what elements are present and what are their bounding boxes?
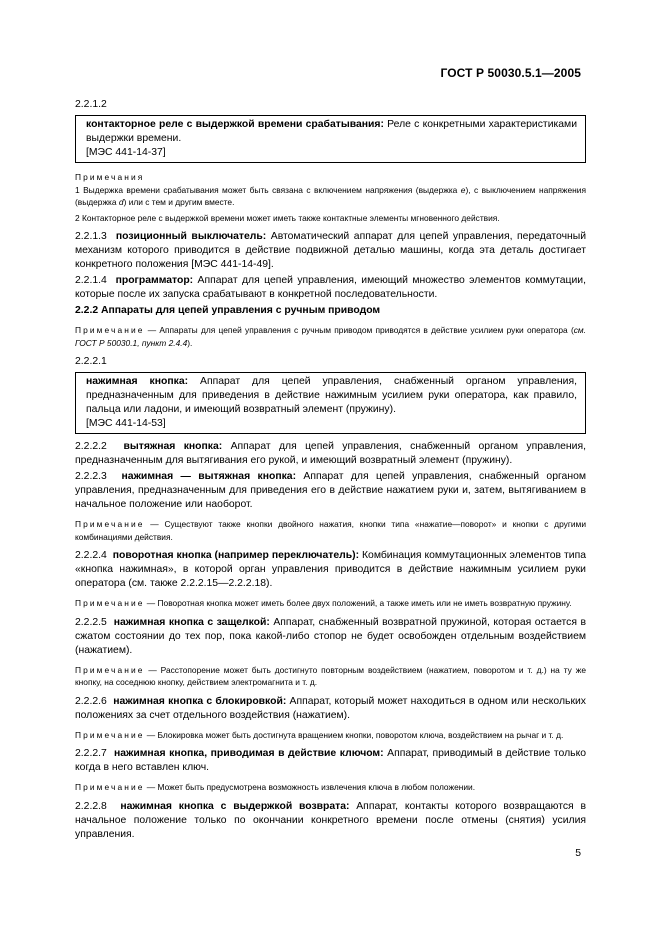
section-heading: 2.2.2 Аппараты для цепей управления с ручным приводом xyxy=(75,305,381,316)
note-item: 1 Выдержка времени срабатывания может быть связана с включением напряжения (выдержка e), с выключением напряжения (выдержка d) или с тем и другим вместе. xyxy=(75,184,587,207)
iec-reference: [МЭС 441-14-53] xyxy=(86,418,166,429)
iec-reference: [МЭС 441-14-37] xyxy=(86,147,166,158)
definition-text xyxy=(86,118,577,146)
clause-note: Примечание — Существуют также кнопки двойного нажатия, кнопки типа «нажатие—поворот» и кнопки с другими комбинациями действия. xyxy=(75,519,586,542)
clause-paragraph: 2.2.2.6 нажимная кнопка с блокировкой: Аппарат, который может находиться в одном или нескольких положениях за счет отдельного воздействия (нажатием). xyxy=(75,695,586,721)
standard-header: ГОСТ Р 50030.5.1—2005 xyxy=(440,66,581,80)
page-number: 5 xyxy=(575,848,581,859)
clause-note: Примечание — Поворотная кнопка может иметь более двух положений, а также иметь или не иметь возвратную пружину. xyxy=(75,598,572,608)
clause-paragraph: 2.2.2.5 нажимная кнопка с защелкой: Аппарат, снабженный возвратной пружиной, которая остается в сжатом состоянии до тех пор, пока какой-либо стопор не будет освобожден отдельным воздействием (нажатием). xyxy=(75,616,586,656)
definition-box xyxy=(75,372,586,434)
clause-note: Примечание — Блокировка может быть достигнута вращением кнопки, поворотом ключа, воздействием на рычаг и т. д. xyxy=(75,729,564,740)
page-content xyxy=(75,94,586,842)
clause-note: Примечание — Расстопорение может быть достигнуто повторным воздействием (нажатием, поворотом и т. д.) на ту же кнопку, на соседнюю кнопку, действием электромагнита и т. д. xyxy=(75,664,586,687)
clause-paragraph: 2.2.1.4 программатор: Аппарат для цепей управления, имеющий множество элементов коммутации, которые после их запуска срабатывают в конкретной последовательности. xyxy=(75,275,586,300)
clause-paragraph: 2.2.2.8 нажимная кнопка с выдержкой возврата: Аппарат, контакты которого возвращаются в начальное положение только по окончании конкретного времени после отмены (снятия) усилия управления. xyxy=(75,800,586,840)
clause-note: Примечание — Может быть предусмотрена возможность извлечения ключа в любом положении. xyxy=(75,782,476,792)
clause-number: 2.2.1.2 xyxy=(75,99,107,110)
definition: Реле с конкретными характеристиками выдержки времени. xyxy=(86,119,577,144)
definition-box xyxy=(75,115,586,163)
note-item: 2 Контакторное реле с выдержкой времени может иметь также контактные элементы мгновенного действия. xyxy=(75,212,500,223)
clause-number: 2.2.2.1 xyxy=(75,356,107,367)
section-note: Примечание — Аппараты для цепей управления с ручным приводом приводятся в действие усилием руки оператора (см. ГОСТ Р 50030.1, пункт 2.4.4). xyxy=(75,325,586,348)
term: контакторное реле с выдержкой времени срабатывания: xyxy=(86,119,384,130)
notes-title: Примечания xyxy=(75,172,145,182)
clause-paragraph: 2.2.2.2 вытяжная кнопка: Аппарат для цепей управления, снабженный органом управления, предназначенным для вытягивания его рукой, и имеющий возвратный элемент (пружину). xyxy=(75,441,586,466)
clause-paragraph: 2.2.1.3 позиционный выключатель: Автоматический аппарат для цепей управления, передаточный механизм которого приводится в действие подвижной деталью машины, когда эта деталь достигает конкретного положения [МЭС 441-14-49]. xyxy=(75,231,587,270)
clause-paragraph: 2.2.2.7 нажимная кнопка, приводимая в действие ключом: Аппарат, приводимый в действие только когда в него вставлен ключ. xyxy=(75,748,587,773)
definition-text: нажимная кнопка: Аппарат для цепей управления, снабженный органом управления, предназначенным для приведения в действие нажимным усилием руки оператора, как правило, пальца или ладони, и имеющий возвратный элемент (пружину). xyxy=(86,376,577,415)
clause-paragraph: 2.2.2.4 поворотная кнопка (например переключатель): Комбинация коммутационных элементов типа «кнопка нажимная», в которой орган управления приводится в действие нажимным усилием руки оператора (см. также 2.2.2.15—2.2.2.18). xyxy=(75,550,586,589)
clause-paragraph: 2.2.2.3 нажимная — вытяжная кнопка: Аппарат для цепей управления, снабженный органом управления, предназначенным для приведения его в действие нажатием руки и, затем, вытягиванием в начальное положение или наоборот. xyxy=(75,471,586,510)
